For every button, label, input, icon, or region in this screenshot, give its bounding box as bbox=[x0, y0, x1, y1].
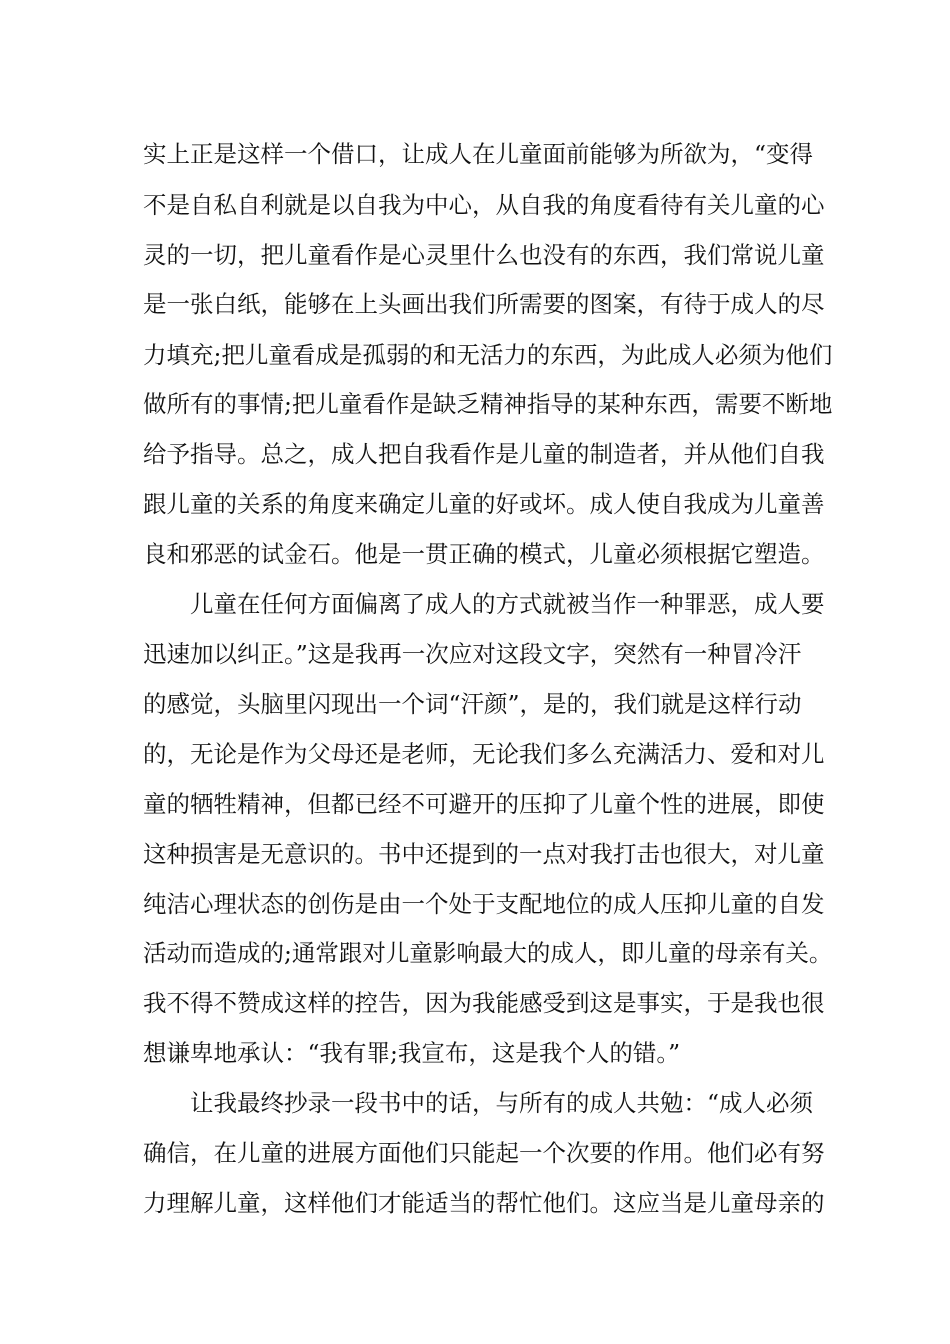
text-line: 纯洁心理状态的创伤是由一个处于支配地位的成人压抑儿童的自发 bbox=[143, 890, 825, 918]
text-line: 我不得不赞成这样的控告，因为我能感受到这是事实，于是我也很 bbox=[143, 989, 825, 1017]
text-line: 活动而造成的;通常跟对儿童影响最大的成人，即儿童的母亲有关。 bbox=[143, 939, 833, 967]
text-line: 力理解儿童，这样他们才能适当的帮忙他们。这应当是儿童母亲的 bbox=[143, 1189, 825, 1217]
text-line: 做所有的事情;把儿童看作是缺乏精神指导的某种东西，需要不断地 bbox=[143, 390, 833, 418]
text-line: 跟儿童的关系的角度来确定儿童的好或坏。成人使自我成为儿童善 bbox=[143, 490, 825, 518]
text-line: 迅速加以纠正。”这是我再一次应对这段文字，突然有一种冒冷汗 bbox=[143, 640, 802, 668]
text-line: 的感觉，头脑里闪现出一个词“汗颜”，是的，我们就是这样行动 bbox=[143, 690, 802, 718]
text-line: 不是自私自利就是以自我为中心，从自我的角度看待有关儿童的心 bbox=[143, 191, 825, 219]
text-line: 确信，在儿童的进展方面他们只能起一个次要的作用。他们必有努 bbox=[143, 1139, 825, 1167]
text-line: 想谦卑地承认：“我有罪;我宣布，这是我个人的错。” bbox=[143, 1039, 681, 1067]
text-line: 灵的一切，把儿童看作是心灵里什么也没有的东西，我们常说儿童 bbox=[143, 241, 825, 269]
text-line: 这种损害是无意识的。书中还提到的一点对我打击也很大，对儿童 bbox=[143, 840, 825, 868]
text-line: 给予指导。总之，成人把自我看作是儿童的制造者，并从他们自我 bbox=[143, 440, 825, 468]
text-line: 童的牺牲精神，但都已经不可避开的压抑了儿童个性的进展，即使 bbox=[143, 790, 825, 818]
text-line: 是一张白纸，能够在上头画出我们所需要的图案，有待于成人的尽 bbox=[143, 290, 825, 318]
paragraph-first-line: 儿童在任何方面偏离了成人的方式就被当作一种罪恶，成人要 bbox=[190, 590, 825, 618]
text-line: 力填充;把儿童看成是孤弱的和无活力的东西，为此成人必须为他们 bbox=[143, 341, 833, 369]
paragraph-first-line: 让我最终抄录一段书中的话，与所有的成人共勉：“成人必须 bbox=[190, 1089, 814, 1117]
text-line: 实上正是这样一个借口，让成人在儿童面前能够为所欲为，“变得 bbox=[143, 140, 814, 168]
text-line: 良和邪恶的试金石。他是一贯正确的模式，儿童必须根据它塑造。 bbox=[143, 540, 825, 568]
text-line: 的，无论是作为父母还是老师，无论我们多么充满活力、爱和对儿 bbox=[143, 740, 825, 768]
